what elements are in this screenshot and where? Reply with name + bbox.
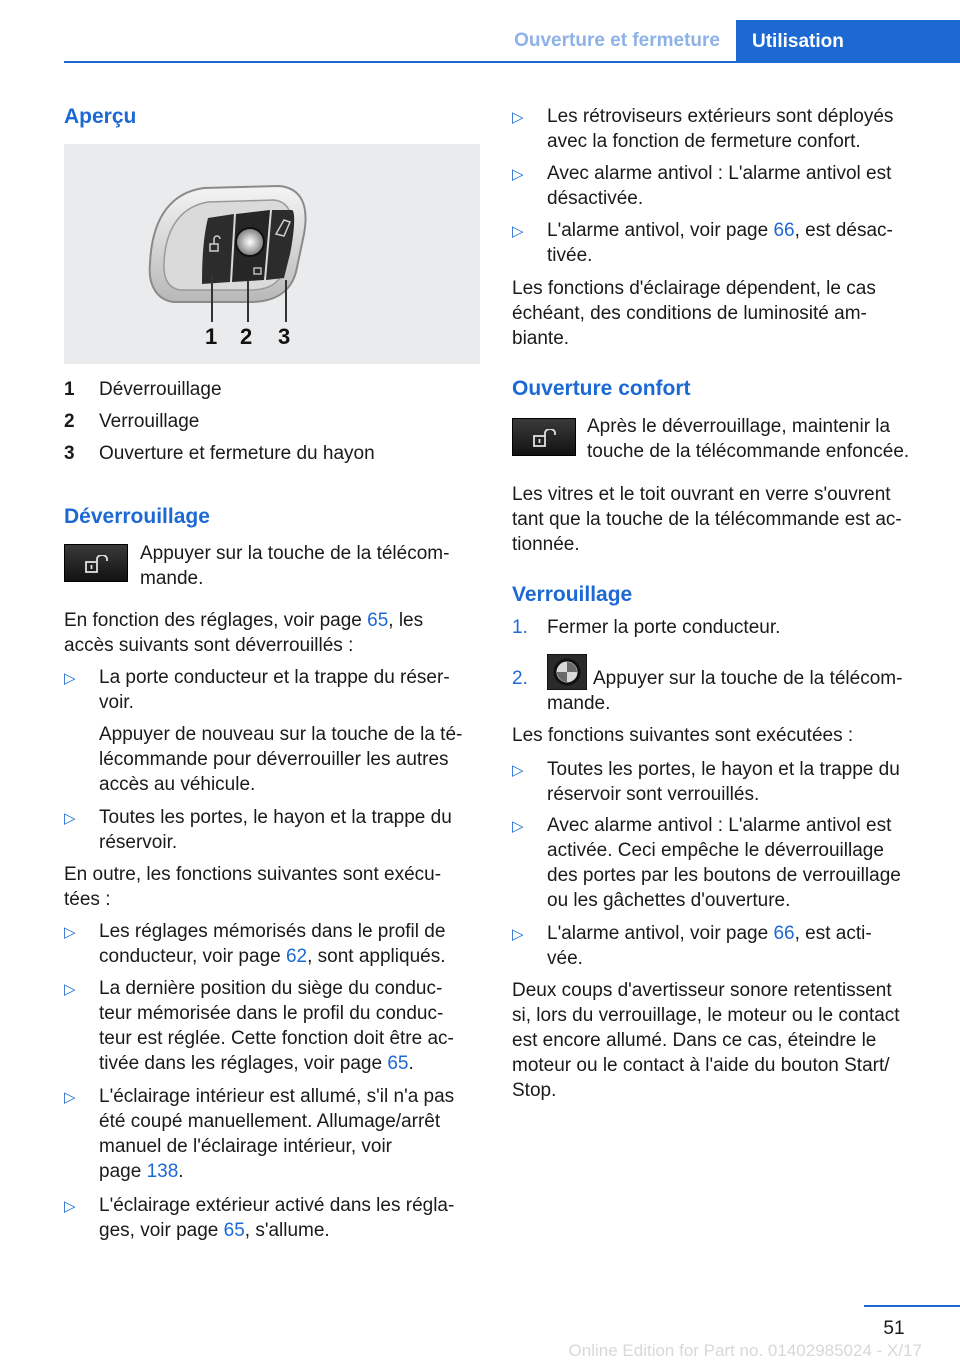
text-line: été coupé manuellement. Allumage/arrêt <box>99 1111 441 1132</box>
legend-label: Déverrouillage <box>99 379 222 400</box>
text-line <box>547 218 893 243</box>
text-line: Deux coups d'avertisseur sonore retentissent <box>512 980 892 1001</box>
unlock-icon <box>533 429 557 447</box>
text-line: En outre, les fonctions suivantes sont exécu‐ <box>64 864 442 885</box>
text-line: Après le déverrouillage, maintenir la <box>587 416 891 437</box>
text-line: accès au véhicule. <box>99 774 256 795</box>
bullet-item <box>99 919 445 969</box>
legend-number: 3 <box>64 443 75 464</box>
text-line: Les vitres et le toit ouvrant en verre s'ouvrent <box>512 484 891 505</box>
key-fob-figure <box>64 144 480 364</box>
text-line: moteur ou le contact à l'aide du bouton Start/ <box>512 1055 890 1076</box>
text-line: avec la fonction de fermeture confort. <box>547 131 861 152</box>
step-item <box>547 666 902 716</box>
text-line: touche de la télécommande enfoncée. <box>587 441 910 462</box>
text-line: si, lors du verrouillage, le moteur ou le contact <box>512 1005 900 1026</box>
bullet-item <box>99 665 450 715</box>
bullet-item <box>99 1084 454 1184</box>
step-text: Fermer la porte conducteur. <box>547 617 781 638</box>
text-line: teur mémorisée dans le profil du conduc‐ <box>99 1003 444 1024</box>
page-link[interactable]: 62 <box>285 946 308 967</box>
bullet-marker: ▷ <box>512 818 524 835</box>
text-line: Les réglages mémorisés dans le profil de <box>99 921 446 942</box>
text-line: désactivée. <box>547 188 644 209</box>
header-rule <box>64 61 960 63</box>
text-line <box>99 944 445 969</box>
text-line: Appuyer de nouveau sur la touche de la té‐ <box>99 724 463 745</box>
text-line: tant que la touche de la télécommande est ac‐ <box>512 509 902 530</box>
bullet-item <box>99 976 454 1076</box>
text-line: tionnée. <box>512 534 580 555</box>
header-tab-utilisation: Utilisation <box>736 20 960 63</box>
page-link[interactable]: 65 <box>387 1053 409 1074</box>
text-line: Les fonctions d'éclairage dépendent, le cas <box>512 278 876 299</box>
text-line: ou les gâchettes d'ouverture. <box>547 890 791 911</box>
text-line: biante. <box>512 328 570 349</box>
text-line: est encore allumé. Dans ce cas, éteindre le <box>512 1030 877 1051</box>
text-line <box>99 1218 454 1243</box>
bullet-marker: ▷ <box>64 810 76 827</box>
text-line: La porte conducteur et la trappe du réser‐ <box>99 667 450 688</box>
text-line: réservoir sont verrouillés. <box>547 784 760 805</box>
bullet-item <box>99 805 452 855</box>
text-fragment: , s'allume. <box>244 1220 330 1241</box>
bullet-item <box>547 921 872 971</box>
text-fragment: tivée dans les réglages, voir page <box>99 1053 383 1074</box>
vitres-paragraph <box>512 482 902 557</box>
heading-apercu: Aperçu <box>64 105 137 128</box>
text-line <box>99 1051 454 1076</box>
text-line: L'éclairage extérieur activé dans les régla‐ <box>99 1195 455 1216</box>
text-line: Avec alarme antivol : L'alarme antivol est <box>547 815 892 836</box>
step-number: 2. <box>512 668 528 689</box>
unlock-button-icon <box>64 544 128 582</box>
callout-1: 1 <box>205 324 218 349</box>
eclairage-paragraph <box>512 276 876 351</box>
unlock-icon <box>85 555 109 573</box>
bullet-marker: ▷ <box>512 926 524 943</box>
deux-coups-paragraph <box>512 978 900 1103</box>
text-line: tivée. <box>547 245 593 266</box>
page-link[interactable]: 65 <box>367 610 389 631</box>
text-line: Toutes les portes, le hayon et la trappe du <box>547 759 900 780</box>
heading-ouverture-confort: Ouverture confort <box>512 377 691 400</box>
text-line: Avec alarme antivol : L'alarme antivol est <box>547 163 892 184</box>
text-line: teur est réglée. Cette fonction doit être ac‐ <box>99 1028 454 1049</box>
callout-3: 3 <box>278 324 291 349</box>
text-fragment: L'alarme antivol, voir page <box>547 220 769 241</box>
bullet-marker: ▷ <box>64 1198 76 1215</box>
footer-rule <box>864 1305 960 1307</box>
outre-paragraph <box>64 862 441 912</box>
text-line: mande. <box>140 568 204 589</box>
text-line: mande. <box>547 693 611 714</box>
text-line: réservoir. <box>99 832 178 853</box>
text-fragment: , est acti‐ <box>794 923 872 944</box>
bullet-item <box>547 218 893 268</box>
text-line: tées : <box>64 889 111 910</box>
text-line: Appuyer sur la touche de la télécom‐ <box>140 543 450 564</box>
heading-verrouillage: Verrouillage <box>512 583 633 606</box>
text-fragment: . <box>178 1161 184 1182</box>
bullet-marker: ▷ <box>64 924 76 941</box>
page-link[interactable]: 65 <box>223 1220 245 1241</box>
text-fragment: L'alarme antivol, voir page <box>547 923 769 944</box>
key-fob-illustration <box>64 144 480 364</box>
bullet-item <box>547 161 891 211</box>
unlock-instruction <box>140 541 449 591</box>
text-line: L'éclairage intérieur est allumé, s'il n'a pas <box>99 1086 455 1107</box>
text-line: manuel de l'éclairage intérieur, voir <box>99 1136 393 1157</box>
text-line: voir. <box>99 692 134 713</box>
text-fragment: ges, voir page <box>99 1220 219 1241</box>
text-line: La dernière position du siège du conduc‐ <box>99 978 443 999</box>
lock-button-icon <box>547 654 587 690</box>
text-fragment: , sont appliqués. <box>307 946 446 967</box>
bullet-item <box>547 757 900 807</box>
bullet-marker: ▷ <box>512 166 524 183</box>
legend-number: 1 <box>64 379 75 400</box>
step-number: 1. <box>512 617 528 638</box>
page-number: 51 <box>883 1318 905 1339</box>
text-line <box>99 1159 454 1184</box>
text-fragment: , les <box>388 610 424 631</box>
text-fragment: page <box>99 1161 142 1182</box>
legend-label: Ouverture et fermeture du hayon <box>99 443 375 464</box>
bullet-marker: ▷ <box>512 109 524 126</box>
bullet-marker: ▷ <box>512 762 524 779</box>
bullet-marker: ▷ <box>64 981 76 998</box>
text-line <box>547 921 872 946</box>
text-line: Stop. <box>512 1080 557 1101</box>
text-line: vée. <box>547 948 583 969</box>
edition-watermark: Online Edition for Part no. 01402985024 - X/17 <box>568 1341 922 1360</box>
page-link[interactable]: 66 <box>773 923 795 944</box>
unlock-button-icon <box>512 418 576 456</box>
text-fragment: En fonction des réglages, voir page <box>64 610 362 631</box>
legend-label: Verrouillage <box>99 411 200 432</box>
text-line: lécommande pour déverrouiller les autres <box>99 749 449 770</box>
bullet-item <box>99 1193 454 1243</box>
text-fragment: conducteur, voir page <box>99 946 281 967</box>
legend-number: 2 <box>64 411 75 432</box>
text-line <box>547 666 902 691</box>
text-fragment: , est désac‐ <box>794 220 893 241</box>
text-line <box>64 608 423 633</box>
bullet-marker: ▷ <box>64 1089 76 1106</box>
confort-instruction <box>587 414 909 464</box>
text-fragment: . <box>408 1053 414 1074</box>
text-line: Toutes les portes, le hayon et la trappe du <box>99 807 452 828</box>
page-link[interactable]: 66 <box>773 220 795 241</box>
bullet-subparagraph <box>99 722 462 797</box>
bullet-marker: ▷ <box>64 670 76 687</box>
bullet-marker: ▷ <box>512 223 524 240</box>
header-section-title: Ouverture et fermeture <box>514 30 720 51</box>
callout-2: 2 <box>240 324 253 349</box>
text-line: activée. Ceci empêche le déverrouillage <box>547 840 884 861</box>
page-link[interactable]: 138 <box>146 1161 179 1182</box>
bullet-item <box>547 813 901 913</box>
bullet-item <box>547 104 893 154</box>
executees-line: Les fonctions suivantes sont exécutées : <box>512 725 854 746</box>
intro-paragraph <box>64 608 423 658</box>
text-line: Les rétroviseurs extérieurs sont déployés <box>547 106 894 127</box>
heading-deverrouillage: Déverrouillage <box>64 505 210 528</box>
text-line: accès suivants sont déverrouillés : <box>64 635 354 656</box>
text-line: échéant, des conditions de luminosité am‐ <box>512 303 867 324</box>
text-line: des portes par les boutons de verrouillage <box>547 865 901 886</box>
text-fragment: Appuyer sur la touche de la télécom‐ <box>593 668 903 689</box>
